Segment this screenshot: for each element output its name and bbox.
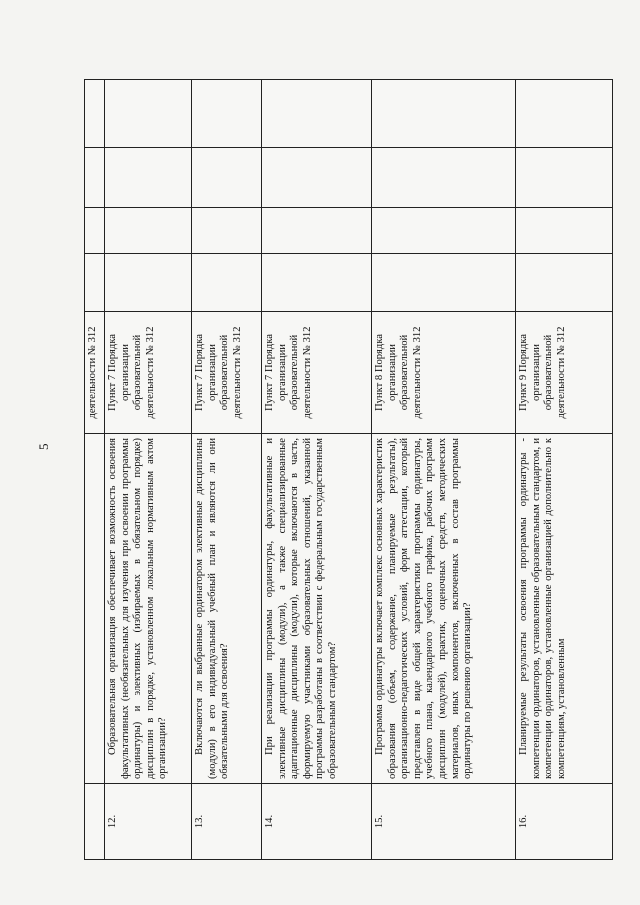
answer-cell	[192, 208, 262, 254]
checklist-table	[84, 79, 613, 860]
answer-cell	[262, 80, 372, 148]
question-text: Включаются ли выбранные ординатором элективные дисциплины (модули) в его индивидуальный учебный план и являются ли они обязательными для освоения?	[192, 434, 262, 784]
num-cell	[85, 784, 105, 860]
answer-cell	[85, 208, 105, 254]
normative-reference: Пункт 7 Порядка организации образовательной деятельности № 312	[105, 312, 192, 434]
checklist-table-rotated	[84, 80, 612, 860]
ref-cell: деятельности № 312	[85, 312, 105, 434]
question-text: Образовательная организация обеспечивает возможность освоения факультативных (необязательных для изучения при освоении программы ординатуры) и элективных (избираемых в обязательном порядке) дисциплин в порядке, установленном локальным нормативным актом организации?	[105, 434, 192, 784]
table-row-continuation	[85, 80, 105, 860]
normative-reference: Пункт 8 Порядка организации образовательной деятельности № 312	[372, 312, 516, 434]
table-row	[105, 80, 192, 860]
row-number: 13.	[192, 784, 262, 860]
table-row	[192, 80, 262, 860]
row-number: 12.	[105, 784, 192, 860]
page-number: 5	[36, 443, 51, 450]
table-row	[372, 80, 516, 860]
answer-cell	[105, 254, 192, 312]
answer-cell	[372, 80, 516, 148]
question-text: Программа ординатуры включает комплекс основных характеристик образования (объем, содержание, планируемые результаты), организационно-педагогических условий, форм аттестации, который представлен в виде общей характеристики программы ординатуры, учебного плана, календарного учебного графика, рабочих программ дисциплин (модулей), практик, оценочных средств, методических материалов, иных компонентов, включенных в состав программы ординатуры по решению организации?	[372, 434, 516, 784]
row-number: 14.	[262, 784, 372, 860]
answer-cell	[85, 148, 105, 208]
answer-cell	[105, 80, 192, 148]
normative-reference: Пункт 7 Порядка организации образовательной деятельности № 312	[192, 312, 262, 434]
answer-cell	[105, 208, 192, 254]
row-number: 15.	[372, 784, 516, 860]
answer-cell	[262, 254, 372, 312]
table-row	[262, 80, 372, 860]
answer-cell	[372, 254, 516, 312]
question-text: Планируемые результаты освоения программы ординатуры - компетенции ординаторов, установленные образовательным стандартом, и компетенции ординаторов, установленные организацией дополнительно к компетенциям, установленным	[516, 434, 613, 784]
answer-cell	[105, 148, 192, 208]
answer-cell	[516, 148, 613, 208]
answer-cell	[85, 80, 105, 148]
normative-reference: Пункт 9 Порядка организации образовательной деятельности № 312	[516, 312, 613, 434]
answer-cell	[372, 148, 516, 208]
answer-cell	[372, 208, 516, 254]
answer-cell	[192, 80, 262, 148]
question-text: При реализации программы ординатуры, факультативные и элективные дисциплины (модули), а также специализированные адаптационные дисциплины (модули), которые включаются в часть, формируемую участниками образовательных отношений, указанной программы разработаны в соответствии с федеральным государственным образовательным стандартом?	[262, 434, 372, 784]
answer-cell	[516, 254, 613, 312]
answer-cell	[262, 208, 372, 254]
row-number: 16.	[516, 784, 613, 860]
answer-cell	[192, 148, 262, 208]
answer-cell	[85, 254, 105, 312]
answer-cell	[262, 148, 372, 208]
table-row	[516, 80, 613, 860]
answer-cell	[192, 254, 262, 312]
normative-reference: Пункт 7 Порядка организации образовательной деятельности № 312	[262, 312, 372, 434]
question-cell	[85, 434, 105, 784]
answer-cell	[516, 208, 613, 254]
answer-cell	[516, 80, 613, 148]
